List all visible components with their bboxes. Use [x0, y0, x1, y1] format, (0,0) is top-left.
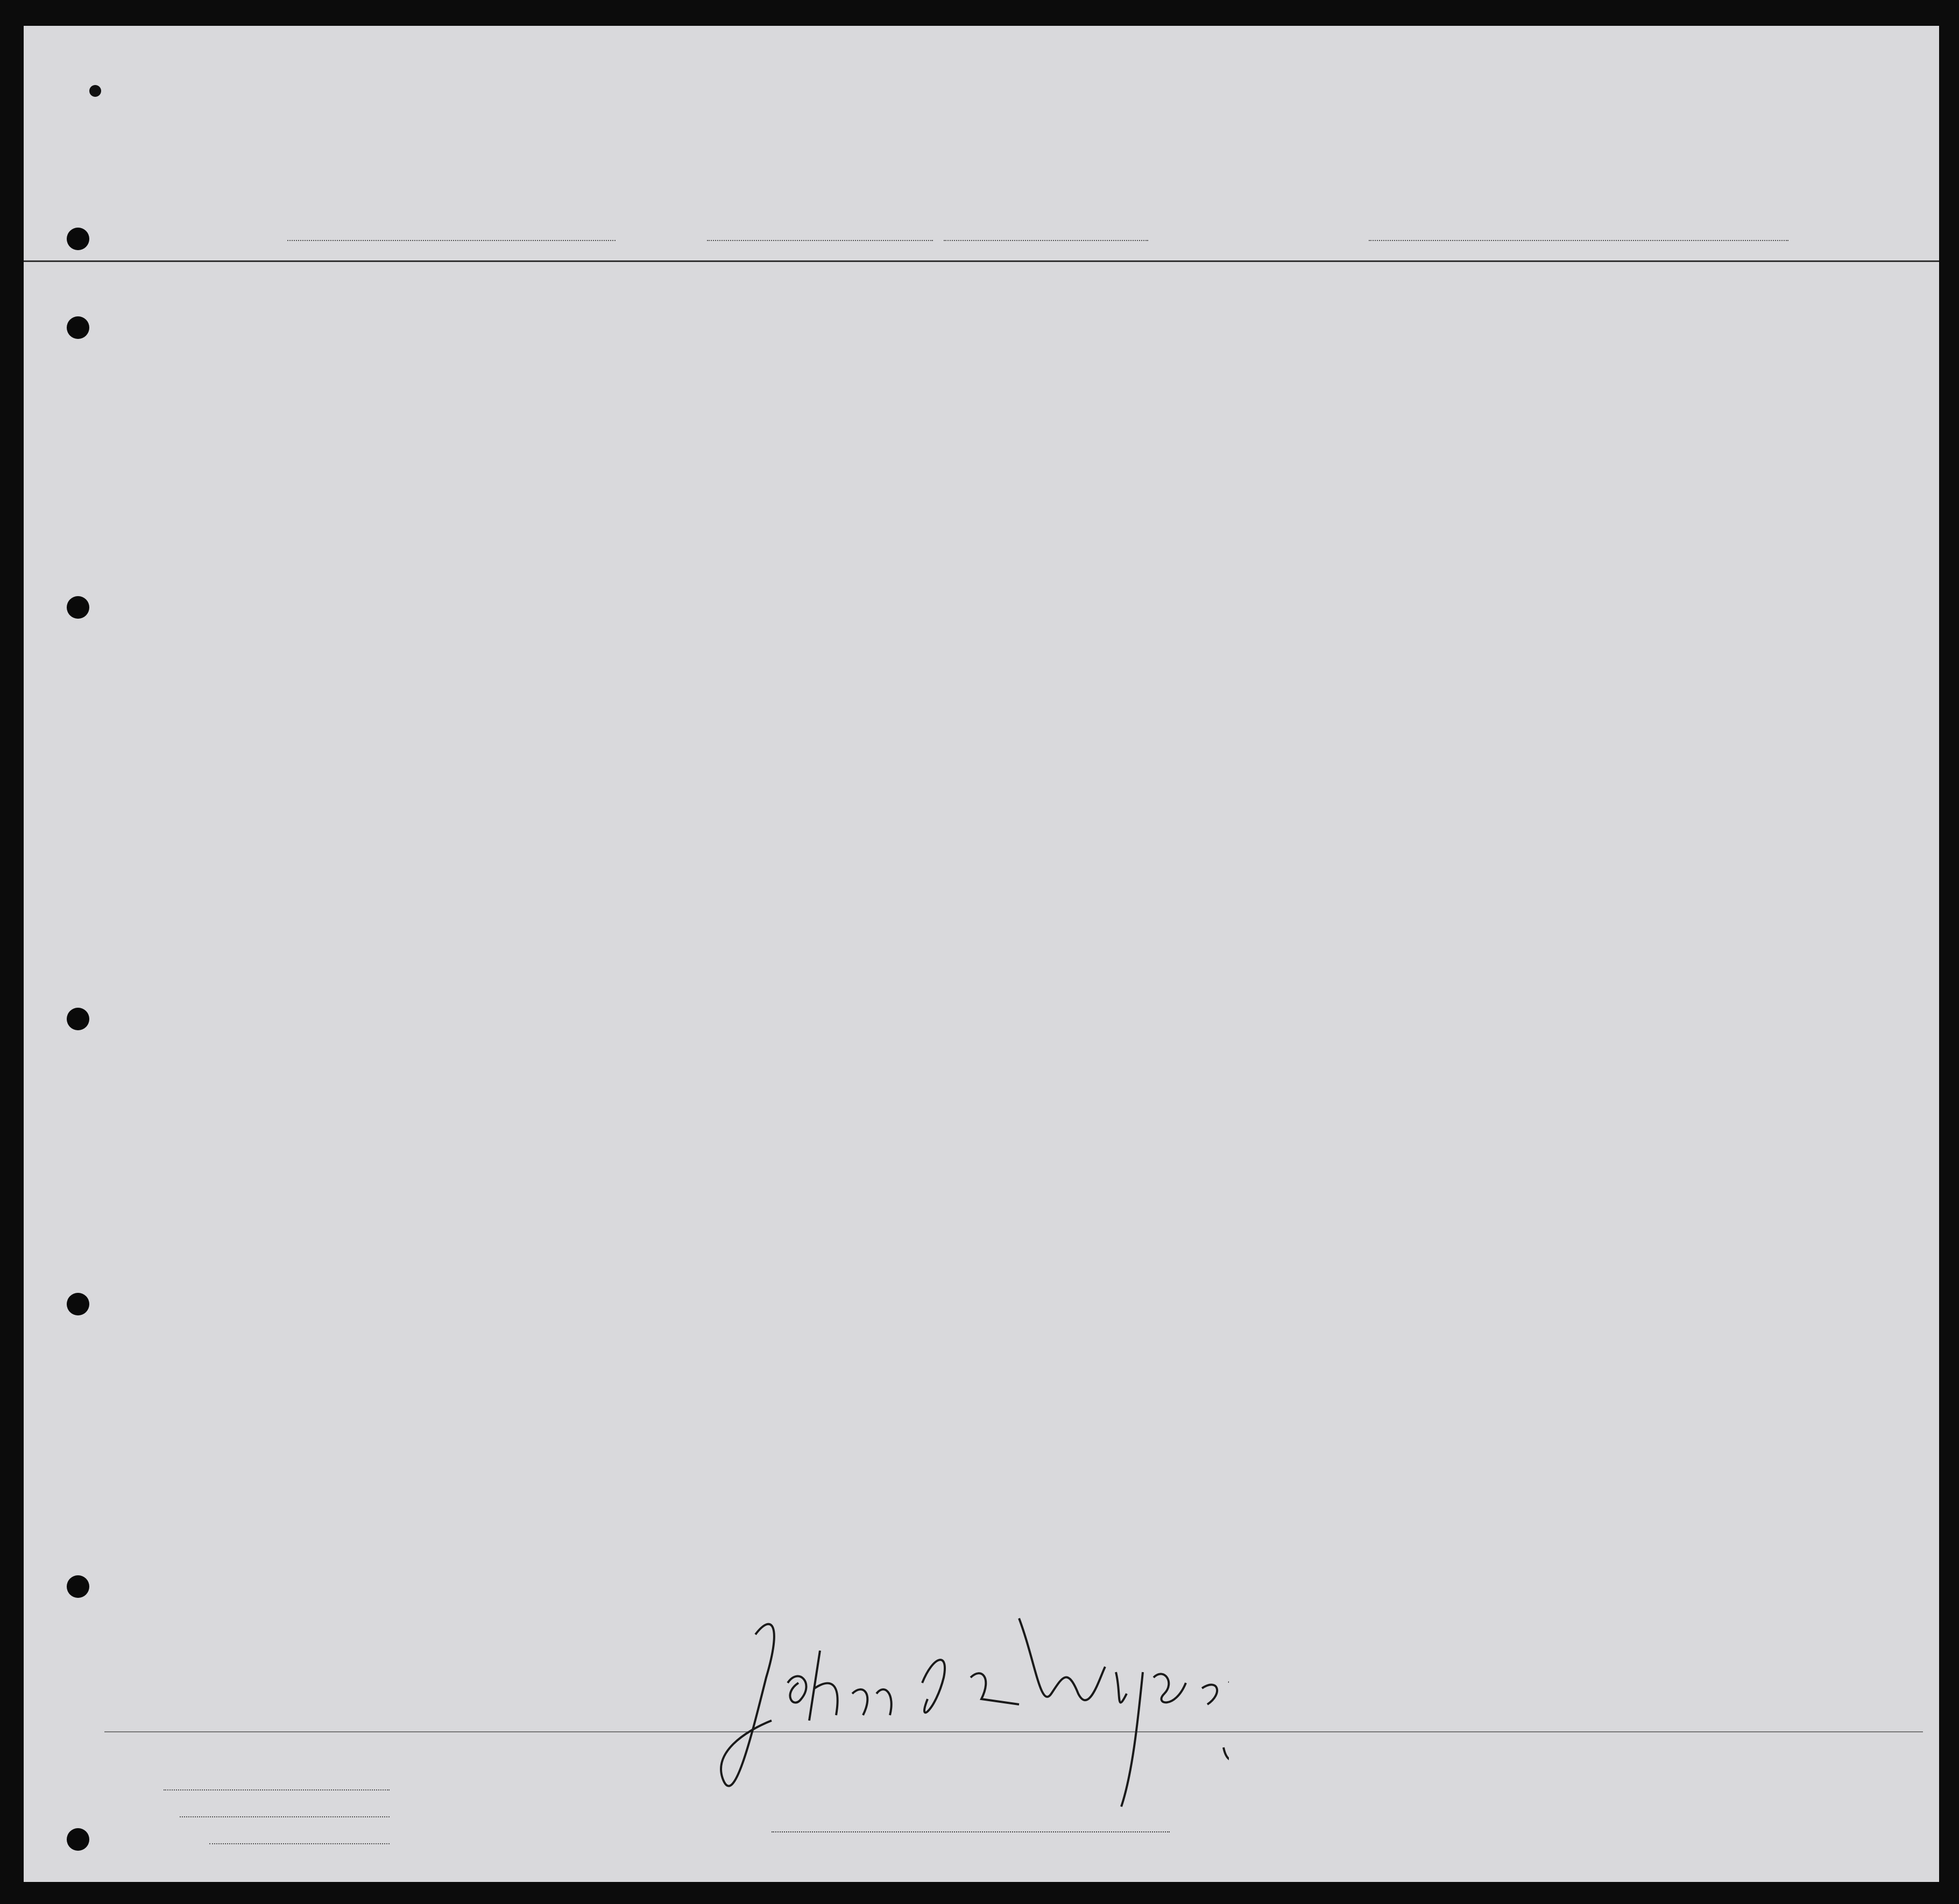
- punch-hole: [67, 596, 89, 619]
- punch-hole: [67, 1575, 89, 1598]
- inspector-signature: [691, 1602, 1229, 1828]
- owners-fill-line: [180, 1816, 390, 1817]
- punch-hole: [67, 1828, 89, 1851]
- punch-hole: [67, 1293, 89, 1315]
- vessel-fill-line: [287, 240, 616, 241]
- arrival-fill-line: [707, 240, 933, 241]
- manifest-sheet: [24, 26, 1939, 1882]
- punch-hole: [67, 228, 89, 250]
- line-fill-line: [164, 1789, 390, 1790]
- department-seal-icon: [89, 85, 101, 97]
- inspector-signature-line: [772, 1831, 1170, 1832]
- punch-hole: [67, 316, 89, 339]
- punch-hole: [67, 1008, 89, 1030]
- port-fill-line: [1369, 240, 1788, 241]
- date-fill-line: [944, 240, 1148, 241]
- header-rule: [24, 260, 1939, 262]
- agents-fill-line: [209, 1843, 390, 1844]
